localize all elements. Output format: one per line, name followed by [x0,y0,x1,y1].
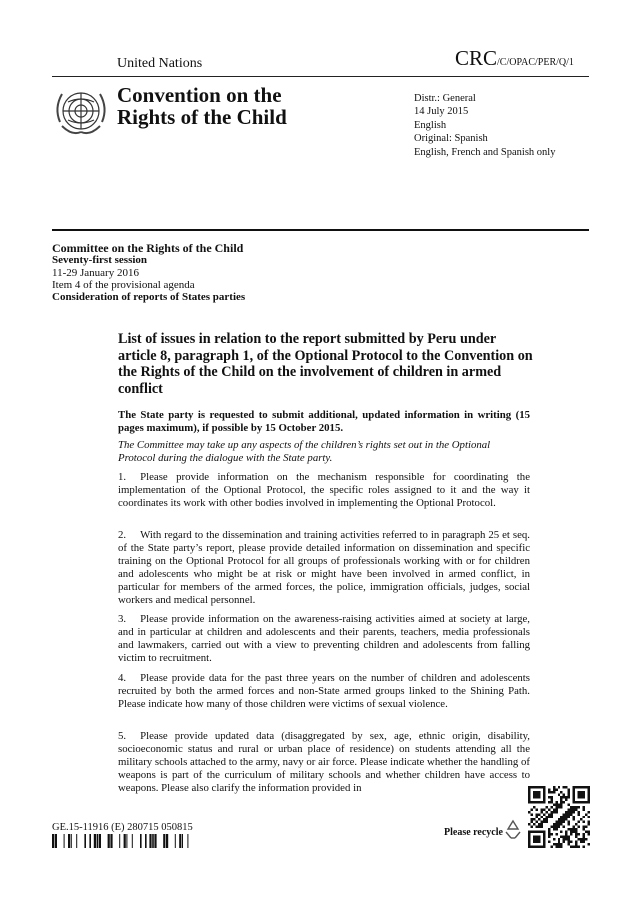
recycle-icon [502,818,524,840]
barcode [52,834,194,848]
committee-name: Committee on the Rights of the Child [52,241,244,255]
distr-line: Distr.: General [414,93,476,104]
committee-note: The Committee may take up any aspects of the children’s rights set out in the Optional Protocol during the dialogue with the State party. [118,439,491,464]
document-code: GE.15-11916 (E) 280715 050815 [52,822,193,833]
consideration: Consideration of reports of States parties [52,291,246,304]
convention-line-1: Convention on the [117,83,282,107]
distr-date: 14 July 2015 [414,106,469,118]
paragraph-2: 2. With regard to the dissemination and training activities referred to in paragraph 25 et seq. of the State party’s report, please provide detailed information on dissemination and specific training on the Optional Protocol for all groups of professionals working with or for children and adolescents who might be at risk or might have been involved in armed conflict, in particular for members of the armed forces, the police, immigration officials, judges, social workers and medical personnel. [118,529,530,607]
distr-original: Original: Spanish [414,133,488,145]
please-recycle-label: Please recycle [444,827,503,838]
qr-code [528,786,590,848]
un-emblem-icon [52,82,110,140]
section-divider [52,229,589,231]
paragraph-4: 4. Please provide data for the past three years on the number of children and adolescents recruited by both the armed forces and non-State armed groups linked to the Shining Path. Please indicate how many of those children were victims of sexual violence. [118,672,530,711]
request-text: The State party is requested to submit additional, updated information in writing (15 pages maximum), if possible by 15 October 2015. [118,409,530,434]
convention-title [117,84,287,128]
paragraph-5: 5. Please provide updated data (disaggregated by sex, age, ethnic origin, disability, socioeconomic status and rural or urban place of residence) on students attending all the military schools attached to the army, navy or air force. Please indicate whether the handling of weapons is part of the curriculum of military schools and whether children have access to weapons. Please also clarify the information provided in [118,730,530,795]
symbol-main: CRC [455,46,498,70]
paragraph-3: 3. Please provide information on the awareness-raising activities aimed at society at large, and in particular at children and adolescents and their parents, teachers, media professionals and lawmakers, carried out with a view to preventing children and adolescents from falling victim to recruitment. [118,613,530,665]
distr-languages: English, French and Spanish only [414,146,556,158]
distribution-block [414,92,555,159]
document-symbol [455,46,574,71]
agenda-item: Item 4 of the provisional agenda [52,278,195,291]
committee-block [52,242,452,303]
header-divider [52,76,589,77]
paragraph-1: 1. Please provide information on the mechanism responsible for coordinating the implementation of the Optional Protocol, the specific roles assigned to it and the way it coordinates its work with other bodies involved in implementing the Optional Protocol. [118,471,530,510]
convention-line-2: Rights of the Child [117,105,287,129]
session-dates: 11-29 January 2016 [52,266,139,279]
document-title: List of issues in relation to the report submitted by Peru under article 8, paragraph 1, of the Optional Protocol to the Convention on the Rights of the Child on the involvement of children in armed conflict [118,331,533,397]
session: Seventy-first session [52,254,148,267]
distr-language: English [414,119,447,131]
organization-name: United Nations [117,56,203,71]
symbol-rest: /C/OPAC/PER/Q/1 [497,57,574,68]
